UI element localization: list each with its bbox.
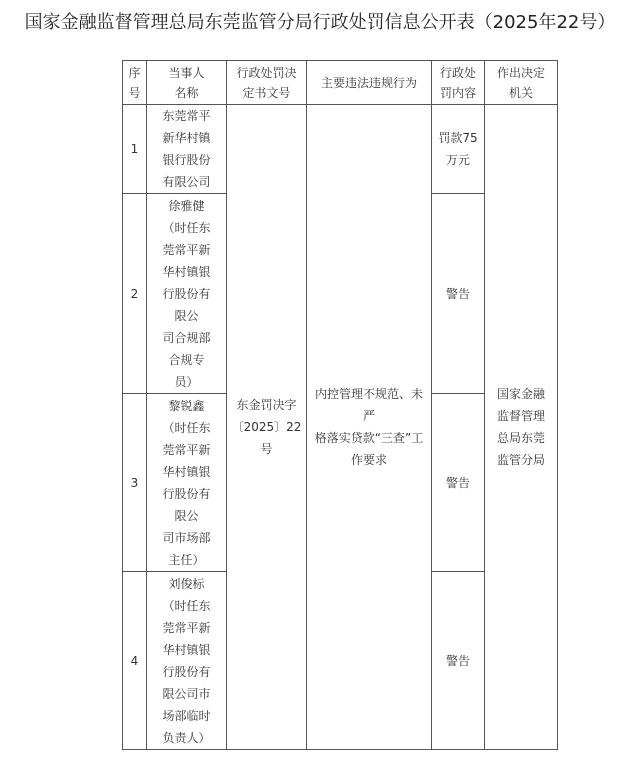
row-seq: 1 [123, 105, 147, 194]
header-penalty: 行政处 罚内容 [432, 61, 485, 105]
row-seq: 2 [123, 194, 147, 394]
header-party: 当事人 名称 [147, 61, 227, 105]
shared-doc-no: 东金罚决字 〔2025〕22 号 [227, 105, 307, 750]
row-penalty: 警告 [432, 194, 485, 394]
row-seq: 4 [123, 572, 147, 750]
header-authority: 作出决定 机关 [485, 61, 558, 105]
header-row [123, 61, 558, 105]
penalty-table [122, 60, 558, 750]
shared-authority: 国家金融 监督管理 总局东莞 监管分局 [485, 105, 558, 750]
header-violation: 主要违法违规行为 [307, 61, 432, 105]
row-party: 徐雅健 （时任东 莞常平新 华村镇银 行股份有 限公 司合规部 合规专 员） [147, 194, 227, 394]
shared-violation: 内控管理不规范、未严 格落实贷款“三查”工 作要求 [307, 105, 432, 750]
header-seq: 序 号 [123, 61, 147, 105]
row-party: 刘俊标 （时任东 莞常平新 华村镇银 行股份有 限公司市 场部临时 负责人） [147, 572, 227, 750]
row-party: 黎锐鑫 （时任东 莞常平新 华村镇银 行股份有 限公 司市场部 主任） [147, 394, 227, 572]
row-party: 东莞常平 新华村镇 银行股份 有限公司 [147, 105, 227, 194]
table-row [123, 105, 558, 194]
row-penalty: 警告 [432, 394, 485, 572]
row-penalty: 罚款75 万元 [432, 105, 485, 194]
page-title: 国家金融监督管理总局东莞监管分局行政处罚信息公开表（2025年22号） [24, 12, 616, 33]
row-penalty: 警告 [432, 572, 485, 750]
header-doc-no: 行政处罚决 定书文号 [227, 61, 307, 105]
row-seq: 3 [123, 394, 147, 572]
